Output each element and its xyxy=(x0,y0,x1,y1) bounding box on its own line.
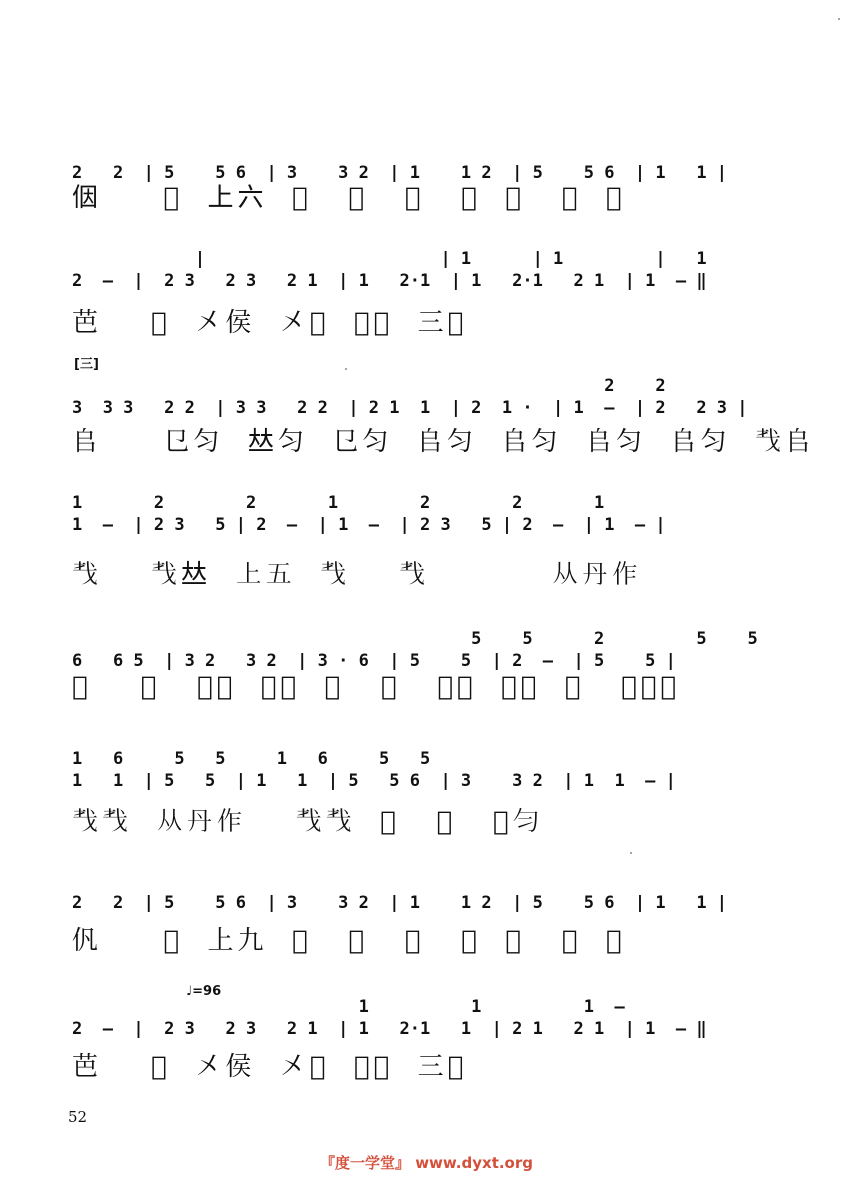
paper-speck xyxy=(630,852,632,854)
guqin-tablature: 𬐶 𣇒 匀㔾 㐅㔾 㐅 巾 𢦒𠀤 𢦒𠀤 𢦒 𢦒𠀤𢦒 xyxy=(72,672,680,702)
jianpu-line xyxy=(72,748,772,808)
guqin-tablature: 𢦒𢦒 从丹作 𢦒𢦒 𬐶 𣇒 𣇒匀 xyxy=(72,807,543,837)
jianpu-upper: 2 2 xyxy=(72,376,687,396)
guqin-tablature: 芭 𫂁 㐅侯 㐅𠇒 𢦒𠀤 三𠙹 xyxy=(72,1052,468,1082)
jianpu-upper: | | 1 | 1 | 1 xyxy=(72,249,728,269)
paper-speck xyxy=(838,18,840,20)
watermark: 『度一学堂』 www.dyxt.org xyxy=(319,1154,534,1172)
guqin-tablature: 𠂤 㔾匀 𠀤匀 㔾匀 𠂤匀 𠂤匀 𠂤匀 𠂤匀 𢦒𠂤 xyxy=(72,427,816,457)
jianpu-upper: 5 5 2 5 5 xyxy=(72,629,768,649)
jianpu-lower: 2 2 | 5 5 6 | 3 3 2 | 1 1 2 | 5 5 6 | 1 1 | xyxy=(72,163,728,183)
jianpu-lower: 1 — | 2 3 5 | 2 — | 1 — | 2 3 5 | 2 — | 1 — | xyxy=(72,515,666,535)
section-label: [三] xyxy=(74,357,99,372)
jianpu-lower: 2 2 | 5 5 6 | 3 3 2 | 1 1 2 | 5 5 6 | 1 1 | xyxy=(72,893,728,913)
guqin-tablature: 𢦒 𢦒𠀤 上五 𢦒 𢦒 从丹作 xyxy=(72,560,642,590)
guqin-tablature: 芭 𫂁 㐅侯 㐅𠇒 𢦒𠀤 三𠙹 xyxy=(72,308,468,338)
page-number: 52 xyxy=(68,1108,88,1126)
jianpu-lower: 2 — | 2 3 2 3 2 1 | 1 2·1 | 1 2·1 2 1 | 1 — ‖ xyxy=(72,271,707,291)
jianpu-lower: 6 6 5 | 3 2 3 2 | 3 · 6 | 5 5 | 2 — | 5 5 | xyxy=(72,651,676,671)
jianpu-line xyxy=(72,248,772,308)
jianpu-lower: 1 1 | 5 5 | 1 1 | 5 5 6 | 3 3 2 | 1 1 — | xyxy=(72,771,676,791)
jianpu-upper: 1 2 2 1 2 2 1 xyxy=(72,493,625,513)
jianpu-line xyxy=(72,492,772,552)
jianpu-lower: 3 3 3 2 2 | 3 3 2 2 | 2 1 1 | 2 1 · | 1 — | 2 2 3 | xyxy=(72,398,748,418)
guqin-tablature: 𪜶 𬐶 上六 𬐶 𣇒 𣇒 𣇒 𣇒 𣇒 𣇒 xyxy=(72,183,626,213)
jianpu-upper: 1 1 1 — xyxy=(72,997,625,1017)
jianpu-lower: 2 — | 2 3 2 3 2 1 | 1 2·1 1 | 2 1 2 1 | 1 — ‖ xyxy=(72,1019,707,1039)
tempo-marking: ♩=96 xyxy=(186,984,222,999)
guqin-tablature: 𠆩 𬐶 上九 𬐶 𣇒 𣇒 𣇒 𣇒 𣇒 𣇒 xyxy=(72,926,626,956)
paper-speck xyxy=(345,368,347,370)
jianpu-upper: 1 6 5 5 1 6 5 5 xyxy=(72,749,461,769)
